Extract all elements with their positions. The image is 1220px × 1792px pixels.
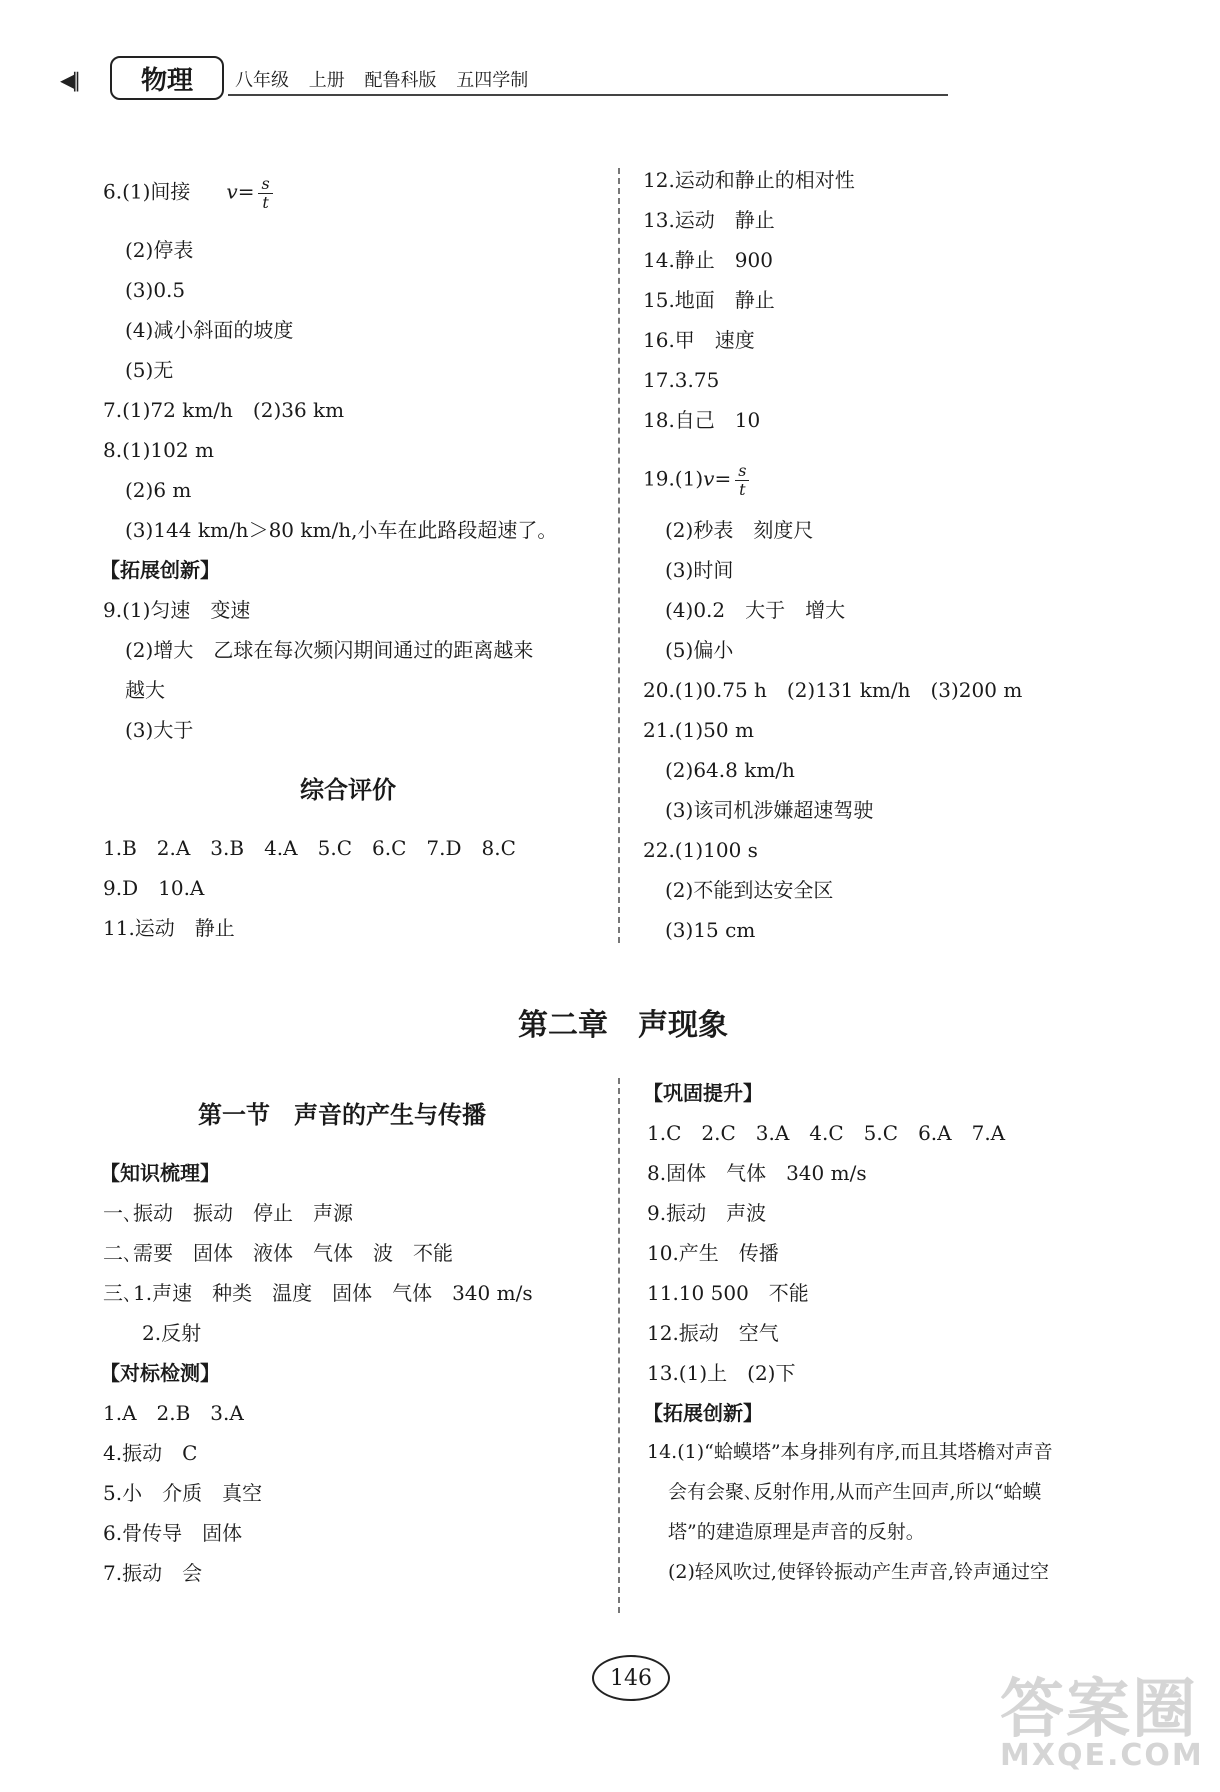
column-divider-top [618,168,620,943]
fraction: $\frac{s}{t}$ [258,175,272,211]
check-5: 5.小 介质 真空 [103,1481,263,1505]
answer-19-3: (3)时间 [665,558,734,582]
answer-21-2: (2)64.8 km/h [665,758,795,782]
check-1: 1.A 2.B 3.A [103,1401,244,1425]
answer-19-1: 19.(1)v= $\frac{s}{t}$ [643,462,749,498]
answer-8-2: (2)6 m [125,478,192,502]
answer-16: 16.甲 速度 [643,328,755,352]
answer-19-5: (5)偏小 [665,638,734,662]
section-label-tuozhan: 【拓展创新】 [100,558,220,582]
section-title-zonghe: 综合评价 [300,776,396,804]
answer-19-4: (4)0.2 大于 增大 [665,598,846,622]
extend-14-line4: (2)轻风吹过,使铎铃振动产生声音,铃声通过空 [668,1561,1049,1583]
answer-7: 7.(1)72 km/h (2)36 km [103,398,345,422]
system-label: 五四学制 [456,70,529,91]
volume-label: 上册 [308,70,345,91]
chapter-title: 第二章 声现象 [518,1008,728,1043]
header-meta [235,66,542,92]
answer-19-2: (2)秒表 刻度尺 [665,518,814,542]
section-label-tuozhan-2: 【拓展创新】 [643,1401,763,1425]
consolidate-1: 1.C 2.C 3.A 4.C 5.C 6.A 7.A [647,1121,1006,1145]
knowledge-4: 2.反射 [142,1321,202,1345]
consolidate-13: 13.(1)上 (2)下 [647,1361,796,1385]
answer-9-2a: (2)增大 乙球在每次频闪期间通过的距离越来 [125,638,534,662]
answer-12: 12.运动和静止的相对性 [643,168,855,192]
grade-label: 八年级 [235,70,289,91]
answer-14: 14.静止 900 [643,248,773,272]
page-number: 146 [592,1655,670,1701]
check-4: 4.振动 C [103,1441,198,1465]
answer-22-2: (2)不能到达安全区 [665,878,834,902]
section-label-duibiao: 【对标检测】 [100,1361,220,1385]
answer-20: 20.(1)0.75 h (2)131 km/h (3)200 m [643,678,1023,702]
answer-8-3: (3)144 km/h＞80 km/h,小车在此路段超速了。 [125,518,558,542]
column-divider-bottom [618,1078,620,1613]
consolidate-12: 12.振动 空气 [647,1321,779,1345]
answer-9-3: (3)大于 [125,718,194,742]
header-marks: ◀|| [60,68,77,92]
answer-18: 18.自己 10 [643,408,761,432]
answer-6-3: (3)0.5 [125,278,186,302]
answer-6-4: (4)减小斜面的坡度 [125,318,294,342]
answer-9-2b: 越大 [125,678,165,702]
answer-mc-row1: 1.B 2.A 3.B 4.A 5.C 6.C 7.D 8.C [103,836,516,860]
answer-6-2: (2)停表 [125,238,194,262]
knowledge-2: 二､需要 固体 液体 气体 波 不能 [103,1241,453,1265]
knowledge-1: 一､振动 振动 停止 声源 [103,1201,353,1225]
section-label-zhishi: 【知识梳理】 [100,1161,220,1185]
answer-11: 11.运动 静止 [103,916,235,940]
answer-22-1: 22.(1)100 s [643,838,758,862]
answer-6-5: (5)无 [125,358,174,382]
consolidate-11: 11.10 500 不能 [647,1281,809,1305]
answer-13: 13.运动 静止 [643,208,775,232]
header-rule [228,94,948,96]
answer-mc-row2: 9.D 10.A [103,876,205,900]
answer-22-3: (3)15 cm [665,918,756,942]
answer-9-1: 9.(1)匀速 变速 [103,598,251,622]
consolidate-10: 10.产生 传播 [647,1241,779,1265]
answer-6-1: 6.(1)间接 v= $\frac{s}{t}$ [103,175,273,211]
section-label-gonggu: 【巩固提升】 [643,1081,763,1105]
edition-label: 配鲁科版 [364,70,437,91]
knowledge-3: 三､1.声速 种类 温度 固体 气体 340 m/s [103,1281,533,1305]
answer-21-1: 21.(1)50 m [643,718,754,742]
extend-14-line1: 14.(1)“蛤蟆塔”本身排列有序,而且其塔檐对声音 [647,1441,1053,1463]
answer-8-1: 8.(1)102 m [103,438,214,462]
consolidate-9: 9.振动 声波 [647,1201,767,1225]
watermark-logo-text: 答案圈 [1000,1673,1198,1747]
answer-15: 15.地面 静止 [643,288,775,312]
fraction: $\frac{s}{t}$ [735,462,749,498]
extend-14-line2: 会有会聚､反射作用,从而产生回声,所以“蛤蟆 [668,1481,1042,1503]
extend-14-line3: 塔”的建造原理是声音的反射｡ [668,1521,916,1543]
answer-21-3: (3)该司机涉嫌超速驾驶 [665,798,874,822]
watermark-logo [1000,1658,1204,1778]
answer-17: 17.3.75 [643,368,720,392]
check-6: 6.骨传导 固体 [103,1521,243,1545]
consolidate-8: 8.固体 气体 340 m/s [647,1161,867,1185]
page-header [60,50,1160,100]
subject-badge: 物理 [110,56,224,100]
section-title: 第一节 声音的产生与传播 [198,1101,486,1129]
check-7: 7.振动 会 [103,1561,203,1585]
watermark-url-text: MXQE.COM [1000,1738,1204,1773]
